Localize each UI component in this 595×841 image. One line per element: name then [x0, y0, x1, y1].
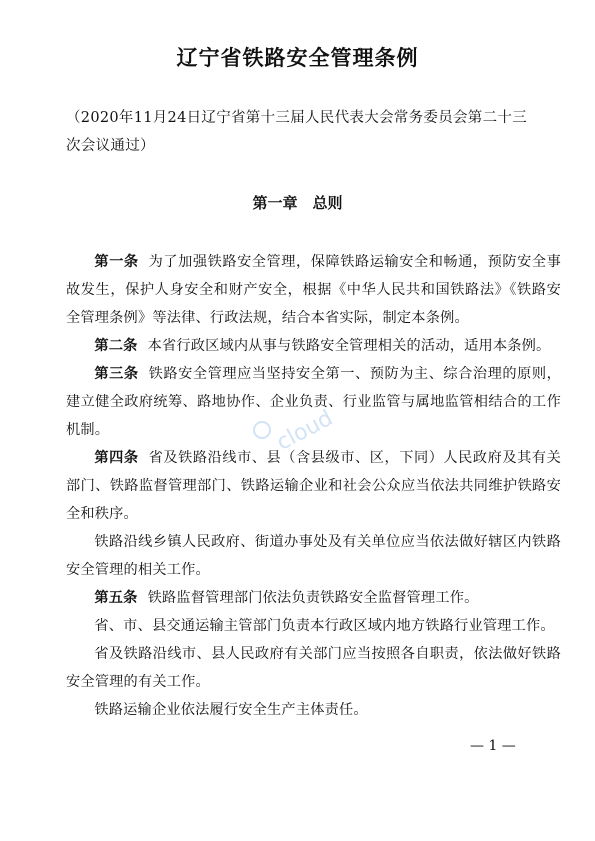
document-title: 辽宁省铁路安全管理条例 — [176, 46, 419, 70]
article-number: 第二条 — [94, 338, 138, 354]
paragraph — [66, 332, 561, 360]
paragraph — [66, 360, 561, 444]
paragraph — [66, 640, 561, 696]
paragraph-text: 省、市、县交通运输主管部门负责本行政区域内地方铁路行业管理工作。 — [94, 618, 555, 634]
article-number: 第三条 — [94, 366, 139, 382]
paragraph — [66, 696, 561, 724]
chapter-heading: 第一章 总则 — [252, 194, 343, 212]
paragraph-text: 为了加强铁路安全管理，保障铁路运输安全和畅通，预防安全事故发生，保护人身安全和财产安全，根据《中华人民共和国铁路法》《铁路安全管理条例》等法律、行政法规，结合本省实际，制定本条例。 — [66, 254, 561, 326]
paragraph — [66, 248, 561, 332]
paragraph-text: 铁路运输企业依法履行安全生产主体责任。 — [94, 702, 368, 718]
paragraph — [66, 584, 561, 612]
paragraph-text: 省及铁路沿线市、县（含县级市、区，下同）人民政府及其有关部门、铁路监督管理部门、铁路运输企业和社会公众应当依法共同维护铁路安全和秩序。 — [66, 450, 561, 522]
paragraph — [66, 444, 561, 528]
article-number: 第五条 — [94, 590, 138, 606]
article-number: 第四条 — [94, 450, 139, 466]
paragraph — [66, 612, 561, 640]
paragraph-text: 省及铁路沿线市、县人民政府有关部门应当按照各自职责，依法做好铁路安全管理的有关工作。 — [66, 646, 561, 690]
page-number: — 1 — — [470, 738, 516, 754]
paragraph-text: 本省行政区域内从事与铁路安全管理相关的活动，适用本条例。 — [147, 338, 551, 354]
article-number: 第一条 — [94, 254, 139, 270]
paragraph — [66, 528, 561, 584]
paragraph-text: 铁路沿线乡镇人民政府、街道办事处及有关单位应当依法做好辖区内铁路安全管理的相关工作。 — [66, 534, 561, 578]
paragraph-text: 铁路安全管理应当坚持安全第一、预防为主、综合治理的原则，建立健全政府统筹、路地协作、企业负责、行业监管与属地监管相结合的工作机制。 — [66, 366, 561, 438]
paragraph-text: 铁路监督管理部门依法负责铁路安全监督管理工作。 — [147, 590, 479, 606]
watermark-text: cloud — [272, 405, 338, 456]
article-body — [66, 248, 561, 724]
adoption-note: （2020年11月24日辽宁省第十三届人民代表大会常务委员会第二十三次会议通过） — [66, 110, 527, 154]
